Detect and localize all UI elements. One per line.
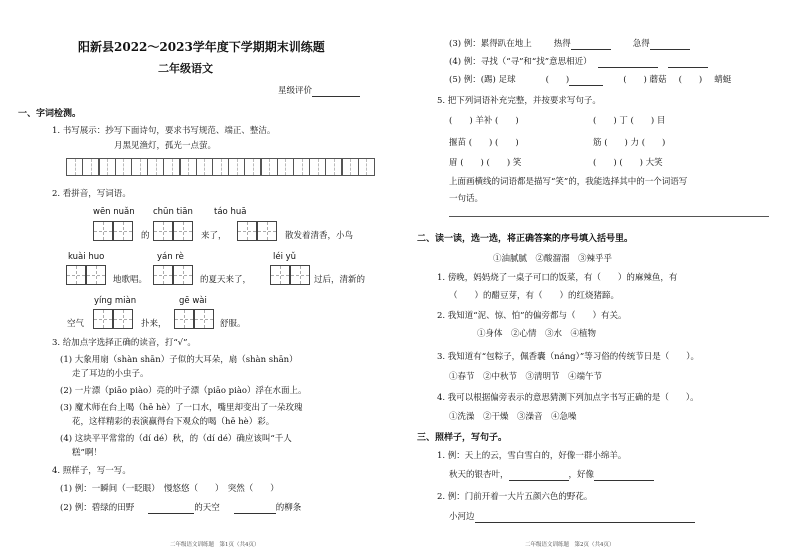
q4-item-1[interactable]: (1) 例：一瞬间（一眨眼） 慢悠悠（ ） 突然（ ） — [60, 484, 279, 494]
tian-box[interactable] — [270, 265, 290, 285]
q3-item-4a[interactable]: (4) 这块平平常常的（dí dé）秋，的（dí dé）确应该叫“千人 — [60, 434, 292, 444]
s3-q2: 2. 例：门前开着一大片五颜六色的野花。 — [437, 492, 593, 502]
row1-text-c: 散发着清香，小鸟 — [285, 231, 354, 241]
answer-blank[interactable] — [594, 471, 654, 481]
tian-box[interactable] — [174, 309, 194, 329]
tian-box[interactable] — [113, 309, 133, 329]
answer-blank[interactable] — [569, 76, 603, 86]
q4-item-2[interactable]: (2) 例：碧绿的田野 的天空 的柳条 — [60, 503, 302, 513]
row2-text-b: 的夏天来了， — [200, 275, 252, 285]
s2-q1b[interactable]: （ ）的醋豆芽，有（ ）的红烧猪蹄。 — [449, 291, 620, 301]
pinyin-3: táo huā — [214, 207, 247, 217]
tian-box[interactable] — [153, 221, 173, 241]
q3-item-4b: 糕”啊！ — [72, 448, 102, 458]
s3-q1-answer[interactable]: 秋天的银杏叶， ，好像 — [449, 470, 654, 481]
s2-q3-options: ①春节 ②中秋节 ③清明节 ④端午节 — [449, 372, 603, 382]
star-rating-blank[interactable] — [312, 87, 360, 97]
pinyin-7: yíng miàn — [94, 296, 137, 306]
q5-idiom-5[interactable]: 眉 ( ) ( ) 笑 — [449, 158, 522, 168]
answer-blank[interactable] — [148, 504, 194, 514]
s3-q2-answer[interactable]: 小河边 — [449, 512, 695, 523]
tian-box[interactable] — [66, 265, 86, 285]
q5-idiom-4[interactable]: 筋 ( ) 力 ( ) — [593, 138, 666, 148]
pinyin-4: kuài huo — [68, 252, 105, 262]
q4-item-3[interactable]: (3) 例：累得趴在地上 热得 急得 — [449, 39, 690, 50]
q5-idiom-6[interactable]: ( ) ( ) 大笑 — [593, 158, 663, 168]
answer-line[interactable] — [449, 216, 769, 217]
tian-box[interactable] — [257, 221, 277, 241]
pinyin-2: chūn tiān — [153, 207, 193, 217]
answer-blank[interactable] — [234, 504, 276, 514]
q4-text: 4. 照样子，写一写。 — [52, 466, 131, 476]
q3-item-3b[interactable]: 花，这样精彩的表演赢得台下观众的喝（hē hè）彩。 — [72, 417, 275, 427]
pinyin-1: wēn nuǎn — [93, 207, 135, 217]
s2-options: ①油腻腻 ②酸溜溜 ③辣乎乎 — [493, 254, 613, 264]
pinyin-5: yán rè — [157, 252, 184, 262]
tian-box[interactable] — [86, 265, 106, 285]
exam-title: 阳新县2022～2023学年度下学期期末训练题 — [78, 40, 325, 54]
tian-box[interactable] — [113, 221, 133, 241]
section-3-title: 三、照样子，写句子。 — [417, 433, 508, 443]
s2-q3[interactable]: 3. 我知道有“包粽子，佩香囊（náng）”等习俗的传统节日是（ ）。 — [437, 352, 699, 362]
q2-text: 2. 看拼音，写词语。 — [52, 189, 131, 199]
s2-q4[interactable]: 4. 我可以根据偏旁表示的意思猜测下列加点字书写正确的是（ ）。 — [437, 393, 699, 403]
section-1-title: 一、字词检测。 — [18, 109, 82, 119]
exam-subtitle: 二年级语文 — [158, 62, 213, 75]
copy-grid[interactable] — [67, 158, 375, 176]
s2-q2[interactable]: 2. 我知道“泥、惊、怕”的偏旁都与（ ）有关。 — [437, 311, 627, 321]
tian-box[interactable] — [173, 221, 193, 241]
page-footer: 二年级语文训练题 第1页（共4页） — [170, 542, 260, 548]
q1-text: 1. 书写展示：抄写下面诗句，要求书写规范、端正、整洁。 — [52, 126, 276, 136]
q1-poem: 月黑见渔灯，孤光一点萤。 — [114, 141, 217, 151]
answer-blank[interactable] — [598, 58, 658, 68]
q3-item-3a[interactable]: (3) 魔术师在台上喝（hē hè）了一口水，嘴里却变出了一朵玫瑰 — [60, 403, 303, 413]
row1-text-b: 来了， — [201, 231, 227, 241]
tian-box[interactable] — [93, 221, 113, 241]
q3-text: 3. 给加点字选择正确的读音，打“√”。 — [52, 338, 196, 348]
row2-text-c: 过后，清新的 — [314, 275, 366, 285]
q3-item-1a[interactable]: (1) 大象用扇（shàn shān）子似的大耳朵，扇（shàn shān） — [60, 355, 298, 365]
page-right — [397, 0, 794, 558]
tian-box[interactable] — [237, 221, 257, 241]
tian-box[interactable] — [93, 309, 113, 329]
q5-text: 5. 把下列词语补充完整，并按要求写句子。 — [437, 96, 601, 106]
row1-text-a: 的 — [141, 231, 150, 241]
q5-note-2: 一句话。 — [449, 194, 484, 204]
s2-q4-options: ①洗澡 ②干燥 ③澡音 ④急噪 — [449, 412, 577, 422]
answer-blank[interactable] — [475, 513, 695, 523]
answer-blank[interactable] — [571, 40, 611, 50]
section-2-title: 二、读一读，选一选，将正确答案的序号填入括号里。 — [417, 234, 634, 244]
q4-item-5[interactable]: (5) 例：(踢) 足球 ( ) ( ) 蘑菇 ( ) 蜻蜓 — [449, 75, 732, 85]
row2-text-a: 地歌唱。 — [113, 275, 148, 285]
q5-note-1: 上面画横线的词语都是描写“笑”的，我能选择其中的一个词语写 — [449, 177, 688, 187]
tian-box[interactable] — [194, 309, 214, 329]
page-footer: 二年级语文训练题 第2页（共4页） — [525, 542, 615, 548]
q3-item-1b: 走了耳边的小虫子。 — [72, 369, 149, 379]
row3-text-c: 舒服。 — [220, 319, 246, 329]
tian-box[interactable] — [290, 265, 310, 285]
row3-text-b: 扑来， — [141, 319, 167, 329]
q3-item-2[interactable]: (2) 一片漂（piāo piào）亮的叶子漂（piāo piào）浮在水面上。 — [60, 386, 307, 396]
tian-box[interactable] — [173, 265, 193, 285]
q5-idiom-2[interactable]: ( ) 丁 ( ) 目 — [593, 116, 666, 126]
answer-blank[interactable] — [509, 471, 569, 481]
s3-q1: 1. 例：天上的云，雪白雪白的，好像一群小绵羊。 — [437, 451, 627, 461]
q4-item-4[interactable]: (4) 例：寻找（“寻”和“找”意思相近） — [449, 57, 708, 68]
q5-idiom-1[interactable]: ( ) 羊补 ( ) — [449, 116, 519, 126]
pinyin-6: léi yǔ — [273, 252, 297, 262]
star-rating-label: 星级评价 — [278, 86, 360, 97]
tian-box[interactable] — [153, 265, 173, 285]
s2-q2-options: ①身体 ②心情 ③水 ④植物 — [477, 329, 597, 339]
s2-q1a[interactable]: 1. 傍晚，妈妈烧了一桌子可口的饭菜，有（ ）的麻辣鱼，有 — [437, 273, 678, 283]
answer-blank[interactable] — [650, 40, 690, 50]
answer-blank[interactable] — [668, 58, 708, 68]
q5-idiom-3[interactable]: 揠苗 ( ) ( ) — [449, 138, 519, 148]
pinyin-8: gē wài — [179, 296, 207, 306]
row3-text-a: 空气 — [67, 319, 85, 329]
